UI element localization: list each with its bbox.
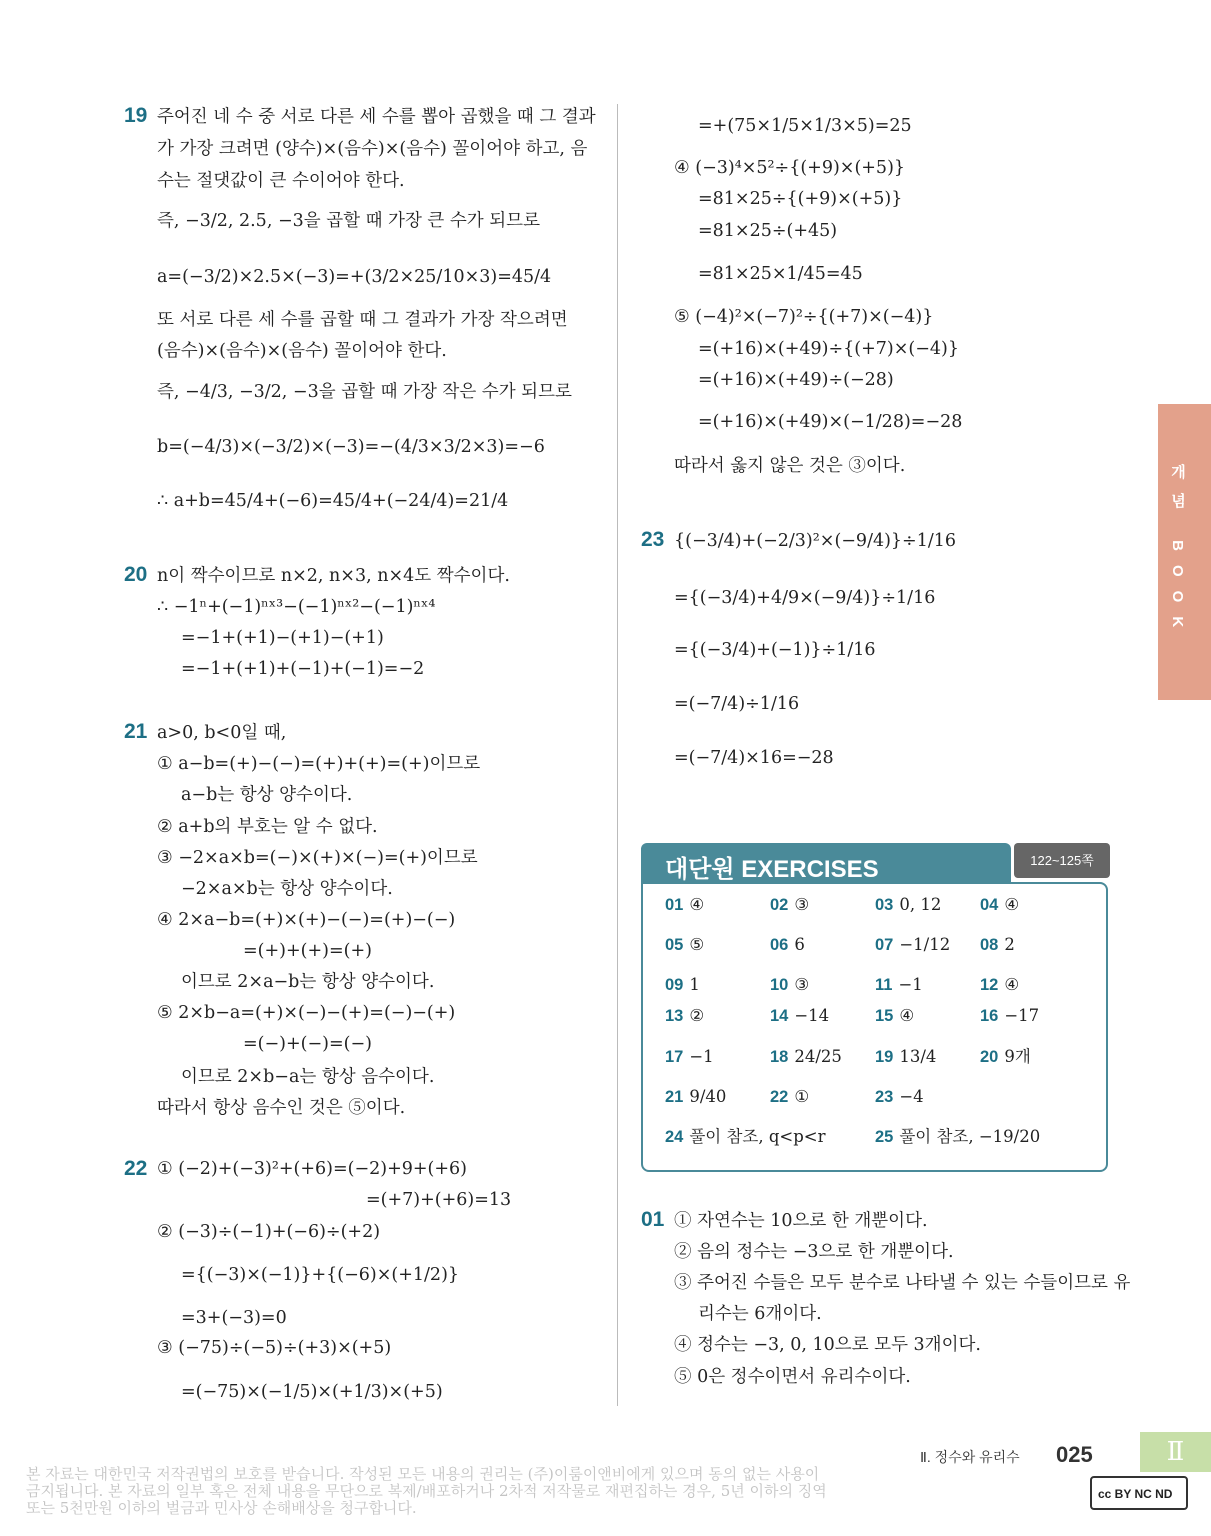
problem-number: 22 bbox=[124, 1157, 148, 1180]
exercise-answer bbox=[665, 934, 704, 956]
exercise-answer bbox=[665, 894, 704, 916]
exercise-answer-value: −4 bbox=[899, 1087, 924, 1106]
exercise-answer-value: ④ bbox=[1004, 895, 1020, 914]
exercise-answer bbox=[980, 974, 1019, 996]
text-line: 이므로 2×b−a는 항상 음수이다. bbox=[181, 1067, 435, 1087]
equation-line: =(−7/4)×16=−28 bbox=[674, 748, 834, 768]
text-line: (음수)×(음수)×(음수) 꼴이어야 한다. bbox=[157, 341, 447, 361]
exercise-answer-value: ④ bbox=[1004, 975, 1020, 994]
text-line: a>0, b<0일 때, bbox=[157, 723, 287, 743]
exercise-answer bbox=[770, 894, 809, 916]
exercise-answer-number: 23 bbox=[875, 1088, 894, 1106]
equation-line: ∴ −1ⁿ+(−1)ⁿˣ³−(−1)ⁿˣ²−(−1)ⁿˣ⁴ bbox=[157, 597, 436, 617]
problem-number: 20 bbox=[124, 563, 148, 586]
section-side-tab bbox=[1158, 404, 1211, 700]
equation-line: =81×25÷{(+9)×(+5)} bbox=[698, 189, 903, 209]
exercise-answer bbox=[665, 1005, 704, 1027]
text-line: ⑤ 0은 정수이면서 유리수이다. bbox=[674, 1367, 911, 1387]
exercise-answer-number: 08 bbox=[980, 936, 999, 954]
exercise-answer-number: 20 bbox=[980, 1048, 999, 1066]
exercise-answer-number: 11 bbox=[875, 976, 893, 994]
equation-line: =3+(−3)=0 bbox=[181, 1308, 287, 1328]
text-line: ② a+b의 부호는 알 수 없다. bbox=[157, 817, 378, 837]
exercises-answer-box bbox=[641, 882, 1108, 1172]
equation-line: {(−3/4)+(−2/3)²×(−9/4)}÷1/16 bbox=[674, 531, 957, 551]
exercise-answer-number: 02 bbox=[770, 896, 789, 914]
exercise-answer-value: ④ bbox=[689, 895, 705, 914]
exercise-answer bbox=[875, 1005, 914, 1027]
exercise-answer-value: 1 bbox=[689, 975, 700, 994]
exercise-answer-number: 12 bbox=[980, 976, 999, 994]
text-line: 즉, −3/2, 2.5, −3을 곱할 때 가장 큰 수가 되므로 bbox=[157, 211, 540, 231]
text-line: 수는 절댓값이 큰 수이어야 한다. bbox=[157, 171, 405, 191]
copyright-line: 금지됩니다. 본 자료의 일부 혹은 전체 내용을 무단으로 복제/배포하거나 2차적 저작물로 재편집하는 경우, 5년 이하의 징역 bbox=[26, 1482, 827, 1500]
equation-line: b=(−4/3)×(−3/2)×(−3)=−(4/3×3/2×3)=−6 bbox=[157, 437, 545, 457]
exercise-answer-number: 16 bbox=[980, 1007, 999, 1025]
exercise-answer bbox=[875, 894, 941, 916]
equation-line: ③ (−75)÷(−5)÷(+3)×(+5) bbox=[157, 1338, 392, 1358]
chapter-roman-badge: Ⅱ bbox=[1140, 1432, 1211, 1472]
exercise-answer-number: 17 bbox=[665, 1048, 684, 1066]
equation-line: =(+16)×(+49)÷{(+7)×(−4)} bbox=[698, 339, 959, 359]
equation-line: =+(75×1/5×1/3×5)=25 bbox=[698, 116, 912, 136]
exercise-answer-number: 13 bbox=[665, 1007, 684, 1025]
equation-line: ② (−3)÷(−1)+(−6)÷(+2) bbox=[157, 1222, 381, 1242]
copyright-line: 본 자료는 대한민국 저작권법의 보호를 받습니다. 작성된 모든 내용의 권리는 (주)이룸이앤비에게 있으며 동의 없는 사용이 bbox=[26, 1465, 820, 1483]
exercise-answer-value: −14 bbox=[794, 1006, 830, 1025]
text-line: −2×a×b는 항상 양수이다. bbox=[181, 879, 393, 899]
exercise-answer-number: 24 bbox=[665, 1128, 684, 1146]
exercise-answer bbox=[980, 934, 1015, 956]
exercise-answer bbox=[665, 1046, 714, 1068]
exercise-answer bbox=[980, 1046, 1031, 1068]
exercise-answer-number: 18 bbox=[770, 1048, 789, 1066]
text-line: =(−)+(−)=(−) bbox=[243, 1034, 372, 1054]
equation-line: =81×25÷(+45) bbox=[698, 221, 838, 241]
text-line: 이므로 2×a−b는 항상 양수이다. bbox=[181, 972, 435, 992]
equation-line: =−1+(+1)−(+1)−(+1) bbox=[181, 628, 384, 648]
problem-number: 21 bbox=[124, 720, 148, 743]
exercise-answer-number: 07 bbox=[875, 936, 894, 954]
exercise-answer bbox=[770, 974, 809, 996]
exercise-answer-number: 22 bbox=[770, 1088, 789, 1106]
exercise-answer-number: 09 bbox=[665, 976, 684, 994]
equation-line: ⑤ (−4)²×(−7)²÷{(+7)×(−4)} bbox=[674, 307, 934, 327]
equation-line: ∴ a+b=45/4+(−6)=45/4+(−24/4)=21/4 bbox=[157, 491, 509, 511]
text-line: ① 자연수는 10으로 한 개뿐이다. bbox=[674, 1211, 928, 1231]
exercise-answer bbox=[980, 894, 1019, 916]
exercise-answer bbox=[770, 934, 805, 956]
exercise-answer-number: 21 bbox=[665, 1088, 684, 1106]
exercise-answer-number: 01 bbox=[665, 896, 684, 914]
exercise-answer-value: 24/25 bbox=[794, 1047, 842, 1066]
text-line: 주어진 네 수 중 서로 다른 세 수를 뽑아 곱했을 때 그 결과 bbox=[157, 107, 596, 127]
exercise-answer bbox=[875, 1046, 936, 1068]
side-tab-label: 개념 BOOK bbox=[1169, 464, 1186, 642]
text-line: ② 음의 정수는 −3으로 한 개뿐이다. bbox=[674, 1242, 954, 1262]
problem-number: 01 bbox=[641, 1208, 665, 1231]
exercise-answer-value: ③ bbox=[794, 895, 810, 914]
equation-line: ={(−3/4)+4/9×(−9/4)}÷1/16 bbox=[674, 588, 936, 608]
equation-line: a=(−3/2)×2.5×(−3)=+(3/2×25/10×3)=45/4 bbox=[157, 267, 552, 287]
exercise-answer-value: 9개 bbox=[1004, 1047, 1031, 1066]
exercise-answer-value: 13/4 bbox=[899, 1047, 937, 1066]
problem-number: 23 bbox=[641, 528, 665, 551]
column-divider bbox=[617, 104, 618, 1406]
exercise-answer bbox=[980, 1005, 1039, 1027]
exercises-header bbox=[641, 843, 1011, 884]
equation-line: =(−75)×(−1/5)×(+1/3)×(+5) bbox=[181, 1382, 443, 1402]
text-line: 가 가장 크려면 (양수)×(음수)×(음수) 꼴이어야 하고, 음 bbox=[157, 139, 588, 159]
text-line: ④ 정수는 −3, 0, 10으로 모두 3개이다. bbox=[674, 1335, 981, 1355]
exercise-answer-number: 25 bbox=[875, 1128, 894, 1146]
exercise-answer bbox=[875, 1126, 1040, 1148]
exercise-answer-value: ⑤ bbox=[689, 935, 705, 954]
exercise-answer bbox=[770, 1005, 829, 1027]
cc-license-label: cc BY NC ND bbox=[1098, 1487, 1173, 1501]
page-number: 025 bbox=[1056, 1442, 1093, 1467]
equation-line: =(+16)×(+49)÷(−28) bbox=[698, 370, 894, 390]
exercise-answer-number: 05 bbox=[665, 936, 684, 954]
exercise-answer-number: 06 bbox=[770, 936, 789, 954]
exercise-answer-value: ② bbox=[689, 1006, 705, 1025]
text-line: n이 짝수이므로 n×2, n×3, n×4도 짝수이다. bbox=[157, 566, 510, 586]
exercise-answer-number: 14 bbox=[770, 1007, 789, 1025]
exercise-answer-value: ① bbox=[794, 1087, 810, 1106]
exercise-answer bbox=[875, 974, 923, 996]
equation-line: =(+7)+(+6)=13 bbox=[366, 1190, 512, 1210]
exercise-answer-value: 2 bbox=[1004, 935, 1015, 954]
text-line: 리수는 6개이다. bbox=[698, 1304, 822, 1324]
text-line: ⑤ 2×b−a=(+)×(−)−(+)=(−)−(+) bbox=[157, 1003, 456, 1023]
text-line: ③ 주어진 수들은 모두 분수로 나타낼 수 있는 수들이므로 유 bbox=[674, 1273, 1131, 1293]
cc-license-badge bbox=[1090, 1476, 1188, 1510]
exercise-answer-value: 풀이 참조, q<p<r bbox=[689, 1127, 826, 1146]
equation-line: ={(−3/4)+(−1)}÷1/16 bbox=[674, 640, 876, 660]
exercise-answer-value: −1 bbox=[689, 1047, 714, 1066]
text-line: ③ −2×a×b=(−)×(+)×(−)=(+)이므로 bbox=[157, 848, 478, 868]
exercise-answer-value: 풀이 참조, −19/20 bbox=[899, 1127, 1041, 1146]
exercise-answer-number: 10 bbox=[770, 976, 789, 994]
equation-line: =(−7/4)÷1/16 bbox=[674, 694, 800, 714]
exercise-answer-value: 0, 12 bbox=[899, 895, 942, 914]
equation-line: =81×25×1/45=45 bbox=[698, 264, 863, 284]
chapter-label: Ⅱ. 정수와 유리수 bbox=[920, 1449, 1020, 1465]
exercise-answer-value: ③ bbox=[794, 975, 810, 994]
exercise-answer bbox=[770, 1086, 809, 1108]
exercise-answer bbox=[665, 1086, 726, 1108]
exercise-answer-value: −1/12 bbox=[899, 935, 951, 954]
problem-number: 19 bbox=[124, 104, 148, 127]
exercise-answer bbox=[665, 1126, 826, 1148]
exercise-answer-value: −1 bbox=[898, 975, 923, 994]
exercise-answer-value: ④ bbox=[899, 1006, 915, 1025]
exercises-title: 대단원 EXERCISES bbox=[665, 856, 879, 883]
exercise-answer-number: 04 bbox=[980, 896, 999, 914]
exercise-answer-value: −17 bbox=[1004, 1006, 1040, 1025]
exercise-answer bbox=[770, 1046, 842, 1068]
text-line: 따라서 항상 음수인 것은 ⑤이다. bbox=[157, 1098, 406, 1118]
equation-line: ④ (−3)⁴×5²÷{(+9)×(+5)} bbox=[674, 158, 906, 178]
equation-line: ① (−2)+(−3)²+(+6)=(−2)+9+(+6) bbox=[157, 1159, 467, 1179]
exercise-answer-number: 15 bbox=[875, 1007, 894, 1025]
text-line: a−b는 항상 양수이다. bbox=[181, 785, 353, 805]
equation-line: ={(−3)×(−1)}+{(−6)×(+1/2)} bbox=[181, 1265, 460, 1285]
exercise-answer-value: 6 bbox=[794, 935, 805, 954]
text-line: 즉, −4/3, −3/2, −3을 곱할 때 가장 작은 수가 되므로 bbox=[157, 382, 572, 402]
exercise-answer-number: 19 bbox=[875, 1048, 894, 1066]
text-line: ④ 2×a−b=(+)×(+)−(−)=(+)−(−) bbox=[157, 910, 456, 930]
equation-line: =−1+(+1)+(−1)+(−1)=−2 bbox=[181, 659, 425, 679]
exercise-answer-value: 9/40 bbox=[689, 1087, 727, 1106]
copyright-line: 또는 5천만원 이하의 벌금과 민사상 손해배상을 청구합니다. bbox=[26, 1499, 417, 1517]
text-line: ① a−b=(+)−(−)=(+)+(+)=(+)이므로 bbox=[157, 754, 481, 774]
equation-line: =(+16)×(+49)×(−1/28)=−28 bbox=[698, 412, 963, 432]
exercise-answer bbox=[875, 934, 950, 956]
text-line: =(+)+(+)=(+) bbox=[243, 941, 372, 961]
exercise-answer-number: 03 bbox=[875, 896, 894, 914]
exercises-page-range: 122~125쪽 bbox=[1014, 843, 1110, 878]
exercise-answer bbox=[665, 974, 700, 996]
text-line: 따라서 옳지 않은 것은 ③이다. bbox=[674, 456, 906, 476]
text-line: 또 서로 다른 세 수를 곱할 때 그 결과가 가장 작으려면 bbox=[157, 310, 568, 330]
copyright-notice bbox=[26, 1466, 1046, 1517]
exercise-answer bbox=[875, 1086, 924, 1108]
